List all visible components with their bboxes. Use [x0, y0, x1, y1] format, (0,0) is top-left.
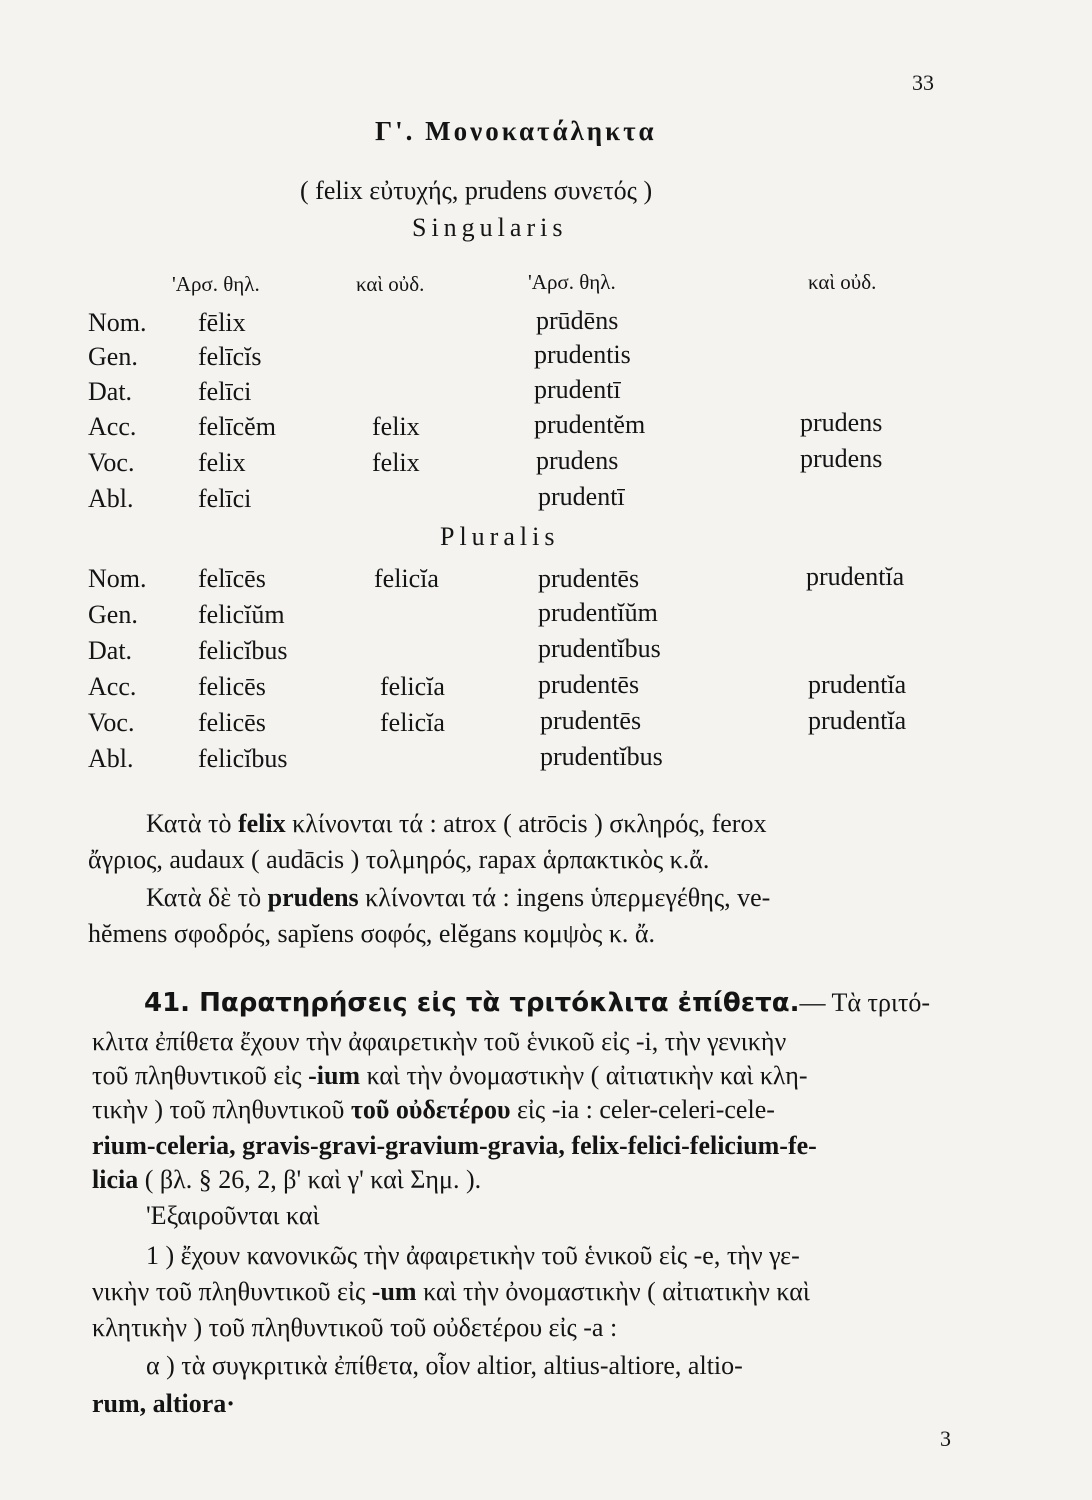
- case-label: Voc.: [88, 448, 135, 477]
- case-label: Abl.: [88, 484, 134, 513]
- felix-form: felicĭŭm: [198, 600, 285, 629]
- felix-paragraph-line-1: Κατὰ τὸ felix κλίνονται τά : atrox ( atrōcis ) σκληρός, ferox: [146, 809, 767, 838]
- case-label: Dat.: [88, 377, 133, 406]
- prudens-form: prudentēs: [538, 670, 640, 699]
- plural-label: Pluralis: [440, 522, 560, 551]
- felix-form: felīci: [198, 377, 252, 406]
- case-label: Acc.: [88, 412, 137, 441]
- prudens-paragraph-line-2: hĕmens σφοδρός, sapĭens σοφός, elĕgans κομψὸς κ. ἄ.: [88, 919, 656, 948]
- section-41-line-10: κλητικὴν ) τοῦ πληθυντικοῦ τοῦ οὐδετέρου εἰς -a :: [92, 1313, 618, 1342]
- singular-label: Singularis: [412, 213, 568, 242]
- felix-form: felīcēs: [198, 564, 266, 593]
- case-label: Abl.: [88, 744, 134, 773]
- prudens-paragraph-line-1: Κατὰ δὲ τὸ prudens κλίνονται τά : ingens ὑπερμεγέθης, ve-: [146, 883, 771, 912]
- felix-form: felīci: [198, 484, 252, 513]
- examples-line: ( felix εὐτυχής, prudens συνετός ): [300, 176, 653, 205]
- section-41-line-5: rium-celeria, gravis-gravi-gravium-gravia, felix-felici-felicium-fe-: [92, 1131, 817, 1160]
- prudens-form: prudentĕm: [534, 410, 646, 439]
- felix-form: felicēs: [198, 708, 266, 737]
- felix-paragraph-line-2: ἄγριος, audaux ( audācis ) τολμηρός, rapax ἁρπακτικὸς κ.ἄ.: [88, 845, 710, 874]
- case-label: Dat.: [88, 636, 133, 665]
- prudens-neuter-form: prudentĭa: [808, 706, 907, 735]
- section-41-line-3: τοῦ πληθυντικοῦ εἰς -ium καὶ τὴν ὀνομαστικὴν ( αἰτιατικὴν καὶ κλη-: [92, 1061, 808, 1090]
- prudens-form: prūdēns: [536, 306, 619, 335]
- felix-form: fēlix: [198, 308, 246, 337]
- prudens-form: prudentĭbus: [538, 634, 661, 663]
- column-header-masc-fem-1: 'Αρσ. θηλ.: [172, 272, 260, 296]
- section-41-line-11: α ) τὰ συγκριτικὰ ἐπίθετα, οἷον altior, altius-altiore, altio-: [146, 1351, 743, 1380]
- prudens-neuter-form: prudens: [800, 444, 883, 473]
- felix-neuter-form: felix: [372, 448, 420, 477]
- prudens-form: prudentĭbus: [540, 742, 663, 771]
- prudens-form: prudens: [536, 446, 619, 475]
- case-label: Nom.: [88, 308, 147, 337]
- prudens-neuter-form: prudentĭa: [808, 670, 907, 699]
- prudens-form: prudentī: [538, 482, 625, 511]
- felix-form: felīcĕm: [198, 412, 276, 441]
- column-header-masc-fem-2: 'Αρσ. θηλ.: [528, 270, 616, 294]
- prudens-form: prudentēs: [540, 706, 642, 735]
- section-41-title: 41. Παρατηρήσεις εἰς τὰ τριτόκλιτα ἐπίθετα.: [144, 988, 800, 1018]
- page-number-bottom: 3: [940, 1426, 951, 1451]
- section-41-line-4: τικὴν ) τοῦ πληθυντικοῦ τοῦ οὐδετέρου εἰς -ia : celer-celeri-cele-: [92, 1095, 775, 1124]
- page-number-top: 33: [912, 70, 934, 95]
- felix-neuter-form: felicĭa: [380, 708, 445, 737]
- column-header-neuter-2: καὶ οὐδ.: [808, 270, 877, 294]
- prudens-form: prudentī: [534, 375, 621, 404]
- case-label: Nom.: [88, 564, 147, 593]
- section-heading: Γ'. Μονοκατάληκτα: [375, 116, 657, 146]
- felix-neuter-form: felicĭa: [380, 672, 445, 701]
- section-41-line-12: rum, altiora·: [92, 1389, 235, 1418]
- section-41-line-1: 41. Παρατηρήσεις εἰς τὰ τριτόκλιτα ἐπίθετα.— Τὰ τριτό-: [144, 988, 931, 1018]
- prudens-form: prudentis: [534, 340, 631, 369]
- felix-form: felīcĭs: [198, 342, 262, 371]
- case-label: Voc.: [88, 708, 135, 737]
- felix-form: felicēs: [198, 672, 266, 701]
- section-41-line-9: νικὴν τοῦ πληθυντικοῦ εἰς -um καὶ τὴν ὀνομαστικὴν ( αἰτιατικὴν καὶ: [92, 1277, 810, 1306]
- felix-form: felix: [198, 448, 246, 477]
- section-41-line-7: 'Εξαιροῦνται καὶ: [146, 1201, 320, 1230]
- case-label: Acc.: [88, 672, 137, 701]
- prudens-neuter-form: prudens: [800, 408, 883, 437]
- section-41-line-2: κλιτα ἐπίθετα ἔχουν τὴν ἀφαιρετικὴν τοῦ ἑνικοῦ εἰς -i, τὴν γενικὴν: [92, 1027, 787, 1056]
- section-41-line-8: 1 ) ἔχουν κανονικῶς τὴν ἀφαιρετικὴν τοῦ ἑνικοῦ εἰς -e, τὴν γε-: [146, 1241, 800, 1270]
- case-label: Gen.: [88, 342, 138, 371]
- felix-neuter-form: felicĭa: [374, 564, 439, 593]
- case-label: Gen.: [88, 600, 138, 629]
- felix-form: felicĭbus: [198, 744, 288, 773]
- prudens-form: prudentēs: [538, 564, 640, 593]
- column-header-neuter-1: καὶ οὐδ.: [356, 272, 425, 296]
- section-41-line-6: licia ( βλ. § 26, 2, β' καὶ γ' καὶ Σημ. ).: [92, 1165, 482, 1194]
- prudens-neuter-form: prudentĭa: [806, 562, 905, 591]
- felix-form: felicĭbus: [198, 636, 288, 665]
- prudens-form: prudentĭŭm: [538, 598, 658, 627]
- felix-neuter-form: felix: [372, 412, 420, 441]
